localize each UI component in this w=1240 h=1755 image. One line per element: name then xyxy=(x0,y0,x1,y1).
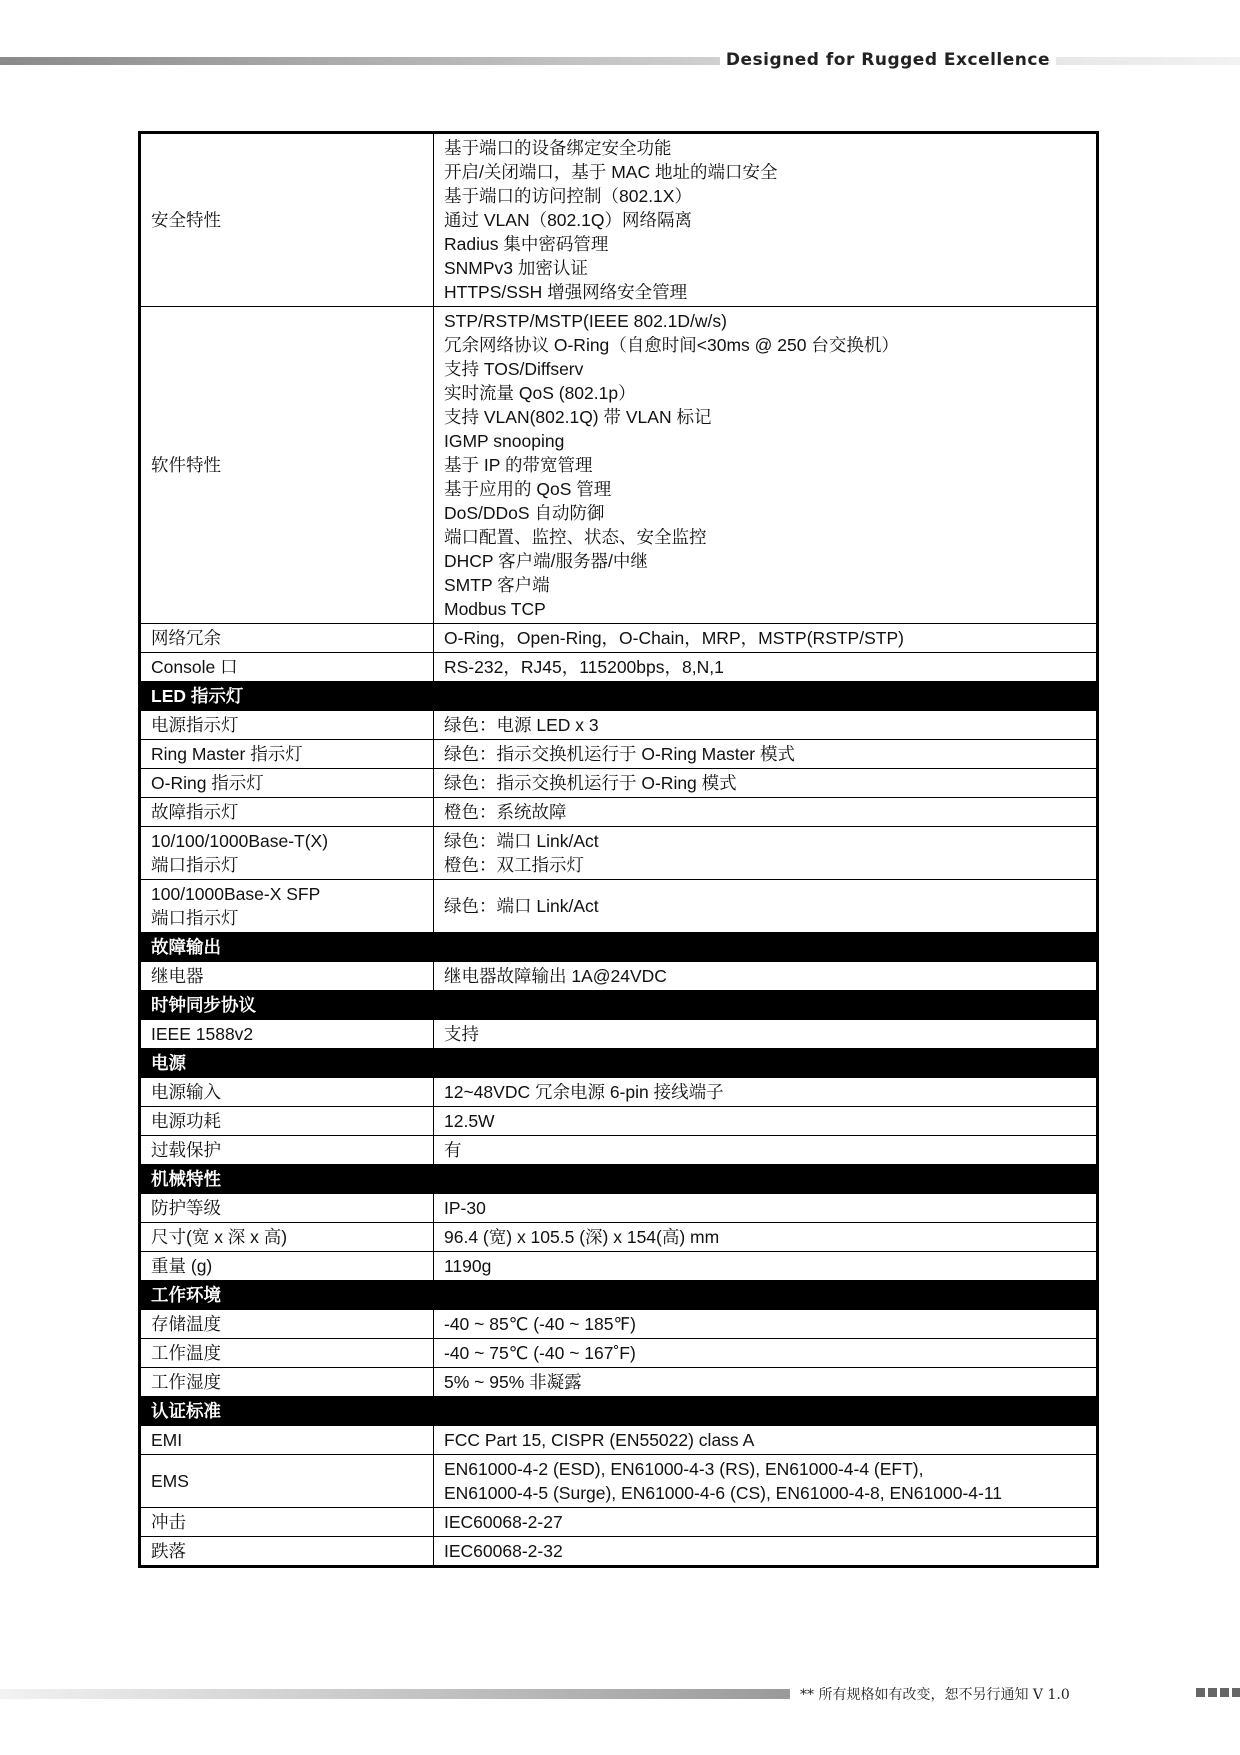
spec-value-line: 基于端口的访问控制（802.1X） xyxy=(444,186,692,206)
spec-row xyxy=(140,1537,1098,1567)
spec-value-line: -40 ~ 75℃ (-40 ~ 167˚F) xyxy=(444,1343,636,1363)
spec-label-cell xyxy=(140,307,434,624)
spec-label: 网络冗余 xyxy=(151,628,221,648)
spec-value-line: DoS/DDoS 自动防御 xyxy=(444,503,605,523)
spec-label: O-Ring 指示灯 xyxy=(151,773,264,793)
spec-label: 10/100/1000Base-T(X) xyxy=(151,831,329,851)
spec-label-cell xyxy=(140,1368,434,1397)
spec-label: 过载保护 xyxy=(151,1140,221,1160)
spec-value-line: 绿色：端口 Link/Act xyxy=(444,831,599,851)
spec-row xyxy=(140,1078,1098,1107)
spec-value-line: 有 xyxy=(444,1140,462,1160)
spec-row xyxy=(140,133,1098,307)
spec-label-cell xyxy=(140,1537,434,1567)
spec-row xyxy=(140,769,1098,798)
spec-value-cell xyxy=(434,1252,1098,1281)
spec-row xyxy=(140,1508,1098,1537)
spec-label: 端口指示灯 xyxy=(151,855,239,875)
spec-row xyxy=(140,1136,1098,1165)
spec-value-line: EN61000-4-2 (ESD), EN61000-4-3 (RS), EN61000-4-4 (EFT), xyxy=(444,1459,924,1479)
spec-value-line: 继电器故障输出 1A@24VDC xyxy=(444,966,667,986)
spec-value-line: Radius 集中密码管理 xyxy=(444,234,609,254)
spec-label: IEEE 1588v2 xyxy=(151,1024,254,1044)
spec-value-line: STP/RSTP/MSTP(IEEE 802.1D/w/s) xyxy=(444,311,727,331)
spec-label-cell xyxy=(140,1252,434,1281)
spec-label-cell xyxy=(140,740,434,769)
spec-value-line: IEC60068-2-27 xyxy=(444,1512,563,1532)
spec-value-line: Modbus TCP xyxy=(444,599,546,619)
spec-label: 继电器 xyxy=(151,966,204,986)
section-title-text: 时钟同步协议 xyxy=(151,995,256,1015)
spec-label: 安全特性 xyxy=(151,210,221,230)
spec-row xyxy=(140,962,1098,991)
spec-value-cell xyxy=(434,1020,1098,1049)
spec-label: Console 口 xyxy=(151,657,238,677)
footer-decorative-squares xyxy=(1196,1688,1240,1697)
spec-value-cell xyxy=(434,653,1098,682)
spec-value-cell xyxy=(434,880,1098,933)
section-header-row xyxy=(140,933,1098,962)
spec-value-cell xyxy=(434,307,1098,624)
spec-label-cell xyxy=(140,1339,434,1368)
section-title xyxy=(140,1281,1098,1310)
spec-value-cell xyxy=(434,1508,1098,1537)
section-header-row xyxy=(140,991,1098,1020)
spec-label: 存储温度 xyxy=(151,1314,221,1334)
spec-value-line: EN61000-4-5 (Surge), EN61000-4-6 (CS), EN61000-4-8, EN61000-4-11 xyxy=(444,1483,1003,1503)
spec-value-cell xyxy=(434,962,1098,991)
spec-value-line: SMTP 客户端 xyxy=(444,575,550,595)
spec-value-line: 1190g xyxy=(444,1256,492,1276)
section-header-row xyxy=(140,1049,1098,1078)
spec-label-cell xyxy=(140,1223,434,1252)
spec-row xyxy=(140,653,1098,682)
section-header-row xyxy=(140,1165,1098,1194)
spec-value-cell xyxy=(434,711,1098,740)
spec-value-line: 基于应用的 QoS 管理 xyxy=(444,479,612,499)
spec-table xyxy=(138,131,1099,1568)
spec-label-cell xyxy=(140,624,434,653)
spec-row xyxy=(140,1252,1098,1281)
spec-value-line: 支持 xyxy=(444,1024,479,1044)
spec-value-line: HTTPS/SSH 增强网络安全管理 xyxy=(444,282,688,302)
spec-value-cell xyxy=(434,827,1098,880)
spec-value-line: IGMP snooping xyxy=(444,431,565,451)
spec-row xyxy=(140,711,1098,740)
spec-label-cell xyxy=(140,1426,434,1455)
spec-row xyxy=(140,827,1098,880)
spec-value-line: 通过 VLAN（802.1Q）网络隔离 xyxy=(444,210,692,230)
spec-value-cell xyxy=(434,1310,1098,1339)
spec-value-cell xyxy=(434,624,1098,653)
spec-label-cell xyxy=(140,1508,434,1537)
spec-row xyxy=(140,1368,1098,1397)
spec-row xyxy=(140,1339,1098,1368)
spec-row xyxy=(140,798,1098,827)
spec-row xyxy=(140,1426,1098,1455)
spec-label: 电源输入 xyxy=(151,1082,221,1102)
spec-row xyxy=(140,1194,1098,1223)
spec-label-cell xyxy=(140,1194,434,1223)
decor-square xyxy=(1232,1688,1240,1697)
spec-value-line: 橙色：系统故障 xyxy=(444,802,567,822)
spec-value-cell xyxy=(434,133,1098,307)
spec-label-cell xyxy=(140,1136,434,1165)
spec-label-cell xyxy=(140,1078,434,1107)
spec-label: 跌落 xyxy=(151,1541,186,1561)
section-title-text: 工作环境 xyxy=(151,1285,221,1305)
section-title-text: 机械特性 xyxy=(151,1169,221,1189)
spec-value-cell xyxy=(434,740,1098,769)
spec-value-cell xyxy=(434,798,1098,827)
spec-label: 冲击 xyxy=(151,1512,186,1532)
spec-label-cell xyxy=(140,1020,434,1049)
spec-value-line: 5% ~ 95% 非凝露 xyxy=(444,1372,582,1392)
spec-row xyxy=(140,1223,1098,1252)
spec-row xyxy=(140,307,1098,624)
spec-label: EMS xyxy=(151,1471,189,1491)
spec-value-line: SNMPv3 加密认证 xyxy=(444,258,588,278)
spec-value-line: O-Ring，Open-Ring，O-Chain，MRP，MSTP(RSTP/STP) xyxy=(444,628,904,648)
section-title-text: 电源 xyxy=(151,1053,186,1073)
spec-value-cell xyxy=(434,1455,1098,1508)
section-header-row xyxy=(140,1397,1098,1426)
spec-label: 端口指示灯 xyxy=(151,908,239,928)
section-title xyxy=(140,991,1098,1020)
spec-value-cell xyxy=(434,1136,1098,1165)
spec-value-line: 绿色：指示交换机运行于 O-Ring 模式 xyxy=(444,773,737,793)
spec-row xyxy=(140,1020,1098,1049)
section-title-text: LED 指示灯 xyxy=(151,686,244,706)
spec-value-line: 12.5W xyxy=(444,1111,495,1131)
spec-value-line: 12~48VDC 冗余电源 6-pin 接线端子 xyxy=(444,1082,724,1102)
spec-value-cell xyxy=(434,1078,1098,1107)
spec-value-line: -40 ~ 85℃ (-40 ~ 185℉) xyxy=(444,1314,636,1334)
spec-value-line: IP-30 xyxy=(444,1198,486,1218)
spec-value-line: 冗余网络协议 O-Ring（自愈时间<30ms @ 250 台交换机） xyxy=(444,335,899,355)
section-title xyxy=(140,1397,1098,1426)
spec-label-cell xyxy=(140,880,434,933)
decor-square xyxy=(1208,1688,1217,1697)
spec-value-line: 基于 IP 的带宽管理 xyxy=(444,455,593,475)
spec-label: 故障指示灯 xyxy=(151,802,239,822)
spec-label: 电源指示灯 xyxy=(151,715,239,735)
spec-row xyxy=(140,880,1098,933)
spec-value-cell xyxy=(434,1194,1098,1223)
spec-value-line: 绿色：端口 Link/Act xyxy=(444,896,599,916)
spec-label: Ring Master 指示灯 xyxy=(151,744,303,764)
spec-label-cell xyxy=(140,827,434,880)
spec-row xyxy=(140,624,1098,653)
section-title xyxy=(140,682,1098,711)
spec-value-line: 端口配置、监控、状态、安全监控 xyxy=(444,527,707,547)
spec-value-line: 基于端口的设备绑定安全功能 xyxy=(444,138,672,158)
spec-label: 尺寸(宽 x 深 x 高) xyxy=(151,1227,288,1247)
section-title xyxy=(140,933,1098,962)
spec-value-line: RS-232，RJ45，115200bps，8,N,1 xyxy=(444,657,724,677)
spec-label: 工作温度 xyxy=(151,1343,221,1363)
decor-square xyxy=(1196,1688,1205,1697)
spec-label: 软件特性 xyxy=(151,455,221,475)
spec-label-cell xyxy=(140,133,434,307)
spec-value-cell xyxy=(434,1368,1098,1397)
section-title xyxy=(140,1165,1098,1194)
spec-label-cell xyxy=(140,653,434,682)
spec-value-cell xyxy=(434,1107,1098,1136)
spec-label-cell xyxy=(140,1455,434,1508)
spec-label-cell xyxy=(140,798,434,827)
spec-label: 100/1000Base-X SFP xyxy=(151,884,321,904)
spec-value-line: DHCP 客户端/服务器/中继 xyxy=(444,551,648,571)
spec-value-line: 支持 TOS/Diffserv xyxy=(444,359,584,379)
spec-value-line: IEC60068-2-32 xyxy=(444,1541,563,1561)
spec-label: 电源功耗 xyxy=(151,1111,221,1131)
spec-value-line: 96.4 (宽) x 105.5 (深) x 154(高) mm xyxy=(444,1227,720,1247)
spec-label-cell xyxy=(140,711,434,740)
spec-value-line: 实时流量 QoS (802.1p） xyxy=(444,383,636,403)
spec-value-cell xyxy=(434,1426,1098,1455)
section-title xyxy=(140,1049,1098,1078)
spec-row xyxy=(140,1107,1098,1136)
spec-value-cell xyxy=(434,1223,1098,1252)
spec-label: EMI xyxy=(151,1430,183,1450)
spec-value-cell xyxy=(434,1339,1098,1368)
spec-row xyxy=(140,740,1098,769)
spec-value-line: 绿色：电源 LED x 3 xyxy=(444,715,599,735)
spec-label: 工作湿度 xyxy=(151,1372,221,1392)
spec-row xyxy=(140,1310,1098,1339)
spec-label: 防护等级 xyxy=(151,1198,221,1218)
header-tagline: Designed for Rugged Excellence xyxy=(720,50,1056,70)
spec-row xyxy=(140,1455,1098,1508)
spec-value-line: 开启/关闭端口，基于 MAC 地址的端口安全 xyxy=(444,162,778,182)
footer-gradient-bar xyxy=(0,1689,790,1699)
spec-value-line: 橙色：双工指示灯 xyxy=(444,855,584,875)
spec-value-cell xyxy=(434,769,1098,798)
section-title-text: 认证标准 xyxy=(151,1401,221,1421)
section-header-row xyxy=(140,1281,1098,1310)
footer-note: ** 所有规格如有改变，恕不另行通知 V 1.0 xyxy=(800,1687,1070,1703)
spec-table-body xyxy=(140,133,1098,1567)
spec-value-line: FCC Part 15, CISPR (EN55022) class A xyxy=(444,1430,755,1450)
spec-label: 重量 (g) xyxy=(151,1256,213,1276)
spec-value-line: 支持 VLAN(802.1Q) 带 VLAN 标记 xyxy=(444,407,712,427)
spec-label-cell xyxy=(140,962,434,991)
spec-value-line: 绿色：指示交换机运行于 O-Ring Master 模式 xyxy=(444,744,795,764)
spec-label-cell xyxy=(140,1310,434,1339)
spec-value-cell xyxy=(434,1537,1098,1567)
spec-label-cell xyxy=(140,1107,434,1136)
section-header-row xyxy=(140,682,1098,711)
section-title-text: 故障输出 xyxy=(151,937,221,957)
spec-label-cell xyxy=(140,769,434,798)
decor-square xyxy=(1220,1688,1229,1697)
